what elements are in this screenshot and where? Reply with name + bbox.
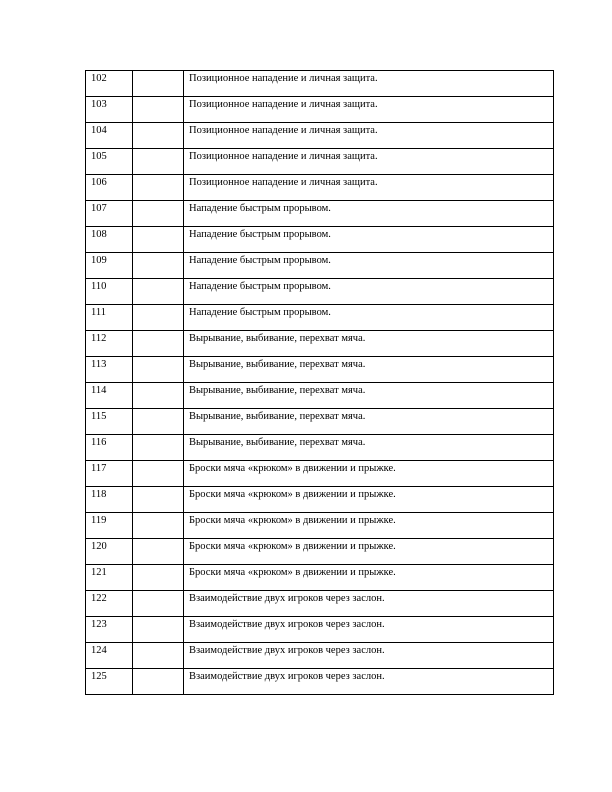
- lesson-date-cell: [133, 149, 184, 175]
- table-row: [86, 227, 554, 253]
- lesson-number-cell: 125: [86, 669, 133, 695]
- lesson-topic-cell: Нападение быстрым прорывом.: [184, 253, 554, 279]
- lesson-number-cell: 109: [86, 253, 133, 279]
- table-row: [86, 331, 554, 357]
- table-row: [86, 409, 554, 435]
- lesson-date-cell: [133, 357, 184, 383]
- lesson-topic-cell: Нападение быстрым прорывом.: [184, 305, 554, 331]
- lesson-date-cell: [133, 71, 184, 97]
- lesson-date-cell: [133, 591, 184, 617]
- lesson-topic-cell: Взаимодействие двух игроков через заслон.: [184, 669, 554, 695]
- table-row: [86, 279, 554, 305]
- lesson-topic-cell: Нападение быстрым прорывом.: [184, 279, 554, 305]
- lesson-date-cell: [133, 227, 184, 253]
- lesson-number-cell: 122: [86, 591, 133, 617]
- lesson-date-cell: [133, 643, 184, 669]
- lesson-number-cell: 117: [86, 461, 133, 487]
- lesson-number-cell: 116: [86, 435, 133, 461]
- lesson-topic-cell: Броски мяча «крюком» в движении и прыжке.: [184, 461, 554, 487]
- table-row: [86, 97, 554, 123]
- lesson-topic-cell: Позиционное нападение и личная защита.: [184, 71, 554, 97]
- table-row: [86, 617, 554, 643]
- table-row: [86, 357, 554, 383]
- lesson-topic-cell: Броски мяча «крюком» в движении и прыжке.: [184, 487, 554, 513]
- lesson-topic-cell: Нападение быстрым прорывом.: [184, 227, 554, 253]
- lesson-date-cell: [133, 461, 184, 487]
- lesson-date-cell: [133, 305, 184, 331]
- lesson-number-cell: 113: [86, 357, 133, 383]
- lesson-number-cell: 102: [86, 71, 133, 97]
- table-row: [86, 201, 554, 227]
- lesson-topic-cell: Позиционное нападение и личная защита.: [184, 175, 554, 201]
- table-row: [86, 383, 554, 409]
- lesson-number-cell: 104: [86, 123, 133, 149]
- lesson-number-cell: 106: [86, 175, 133, 201]
- lesson-number-cell: 103: [86, 97, 133, 123]
- lesson-date-cell: [133, 539, 184, 565]
- lesson-topic-cell: Вырывание, выбивание, перехват мяча.: [184, 435, 554, 461]
- lesson-topic-cell: Позиционное нападение и личная защита.: [184, 123, 554, 149]
- lesson-number-cell: 124: [86, 643, 133, 669]
- table-row: [86, 591, 554, 617]
- lesson-topic-cell: Броски мяча «крюком» в движении и прыжке.: [184, 539, 554, 565]
- lesson-number-cell: 105: [86, 149, 133, 175]
- lesson-date-cell: [133, 409, 184, 435]
- table-row: [86, 669, 554, 695]
- table-row: [86, 305, 554, 331]
- lesson-date-cell: [133, 565, 184, 591]
- lesson-date-cell: [133, 617, 184, 643]
- lesson-number-cell: 119: [86, 513, 133, 539]
- lesson-topic-cell: Вырывание, выбивание, перехват мяча.: [184, 357, 554, 383]
- lesson-date-cell: [133, 201, 184, 227]
- lesson-number-cell: 118: [86, 487, 133, 513]
- lesson-date-cell: [133, 669, 184, 695]
- table-row: [86, 435, 554, 461]
- lesson-topic-cell: Вырывание, выбивание, перехват мяча.: [184, 383, 554, 409]
- table-row: [86, 175, 554, 201]
- lesson-number-cell: 114: [86, 383, 133, 409]
- lesson-date-cell: [133, 487, 184, 513]
- lesson-date-cell: [133, 97, 184, 123]
- lesson-date-cell: [133, 279, 184, 305]
- lesson-number-cell: 107: [86, 201, 133, 227]
- lesson-date-cell: [133, 123, 184, 149]
- table-row: [86, 565, 554, 591]
- lesson-topic-cell: Взаимодействие двух игроков через заслон.: [184, 617, 554, 643]
- lesson-number-cell: 115: [86, 409, 133, 435]
- lesson-table-body: [86, 71, 554, 695]
- table-row: [86, 643, 554, 669]
- lesson-topic-cell: Взаимодействие двух игроков через заслон.: [184, 643, 554, 669]
- lesson-topic-cell: Позиционное нападение и личная защита.: [184, 149, 554, 175]
- table-row: [86, 123, 554, 149]
- lesson-number-cell: 110: [86, 279, 133, 305]
- lesson-number-cell: 108: [86, 227, 133, 253]
- lesson-date-cell: [133, 383, 184, 409]
- lesson-date-cell: [133, 435, 184, 461]
- lesson-topic-cell: Броски мяча «крюком» в движении и прыжке.: [184, 565, 554, 591]
- table-row: [86, 149, 554, 175]
- lesson-table: [85, 70, 554, 695]
- lesson-topic-cell: Вырывание, выбивание, перехват мяча.: [184, 331, 554, 357]
- lesson-topic-cell: Вырывание, выбивание, перехват мяча.: [184, 409, 554, 435]
- lesson-date-cell: [133, 253, 184, 279]
- lesson-topic-cell: Броски мяча «крюком» в движении и прыжке.: [184, 513, 554, 539]
- lesson-date-cell: [133, 175, 184, 201]
- table-row: [86, 539, 554, 565]
- table-row: [86, 253, 554, 279]
- lesson-number-cell: 121: [86, 565, 133, 591]
- table-row: [86, 487, 554, 513]
- lesson-date-cell: [133, 513, 184, 539]
- lesson-topic-cell: Взаимодействие двух игроков через заслон.: [184, 591, 554, 617]
- lesson-date-cell: [133, 331, 184, 357]
- table-row: [86, 461, 554, 487]
- lesson-number-cell: 112: [86, 331, 133, 357]
- lesson-number-cell: 111: [86, 305, 133, 331]
- table-row: [86, 71, 554, 97]
- lesson-number-cell: 123: [86, 617, 133, 643]
- lesson-number-cell: 120: [86, 539, 133, 565]
- lesson-topic-cell: Позиционное нападение и личная защита.: [184, 97, 554, 123]
- table-row: [86, 513, 554, 539]
- lesson-topic-cell: Нападение быстрым прорывом.: [184, 201, 554, 227]
